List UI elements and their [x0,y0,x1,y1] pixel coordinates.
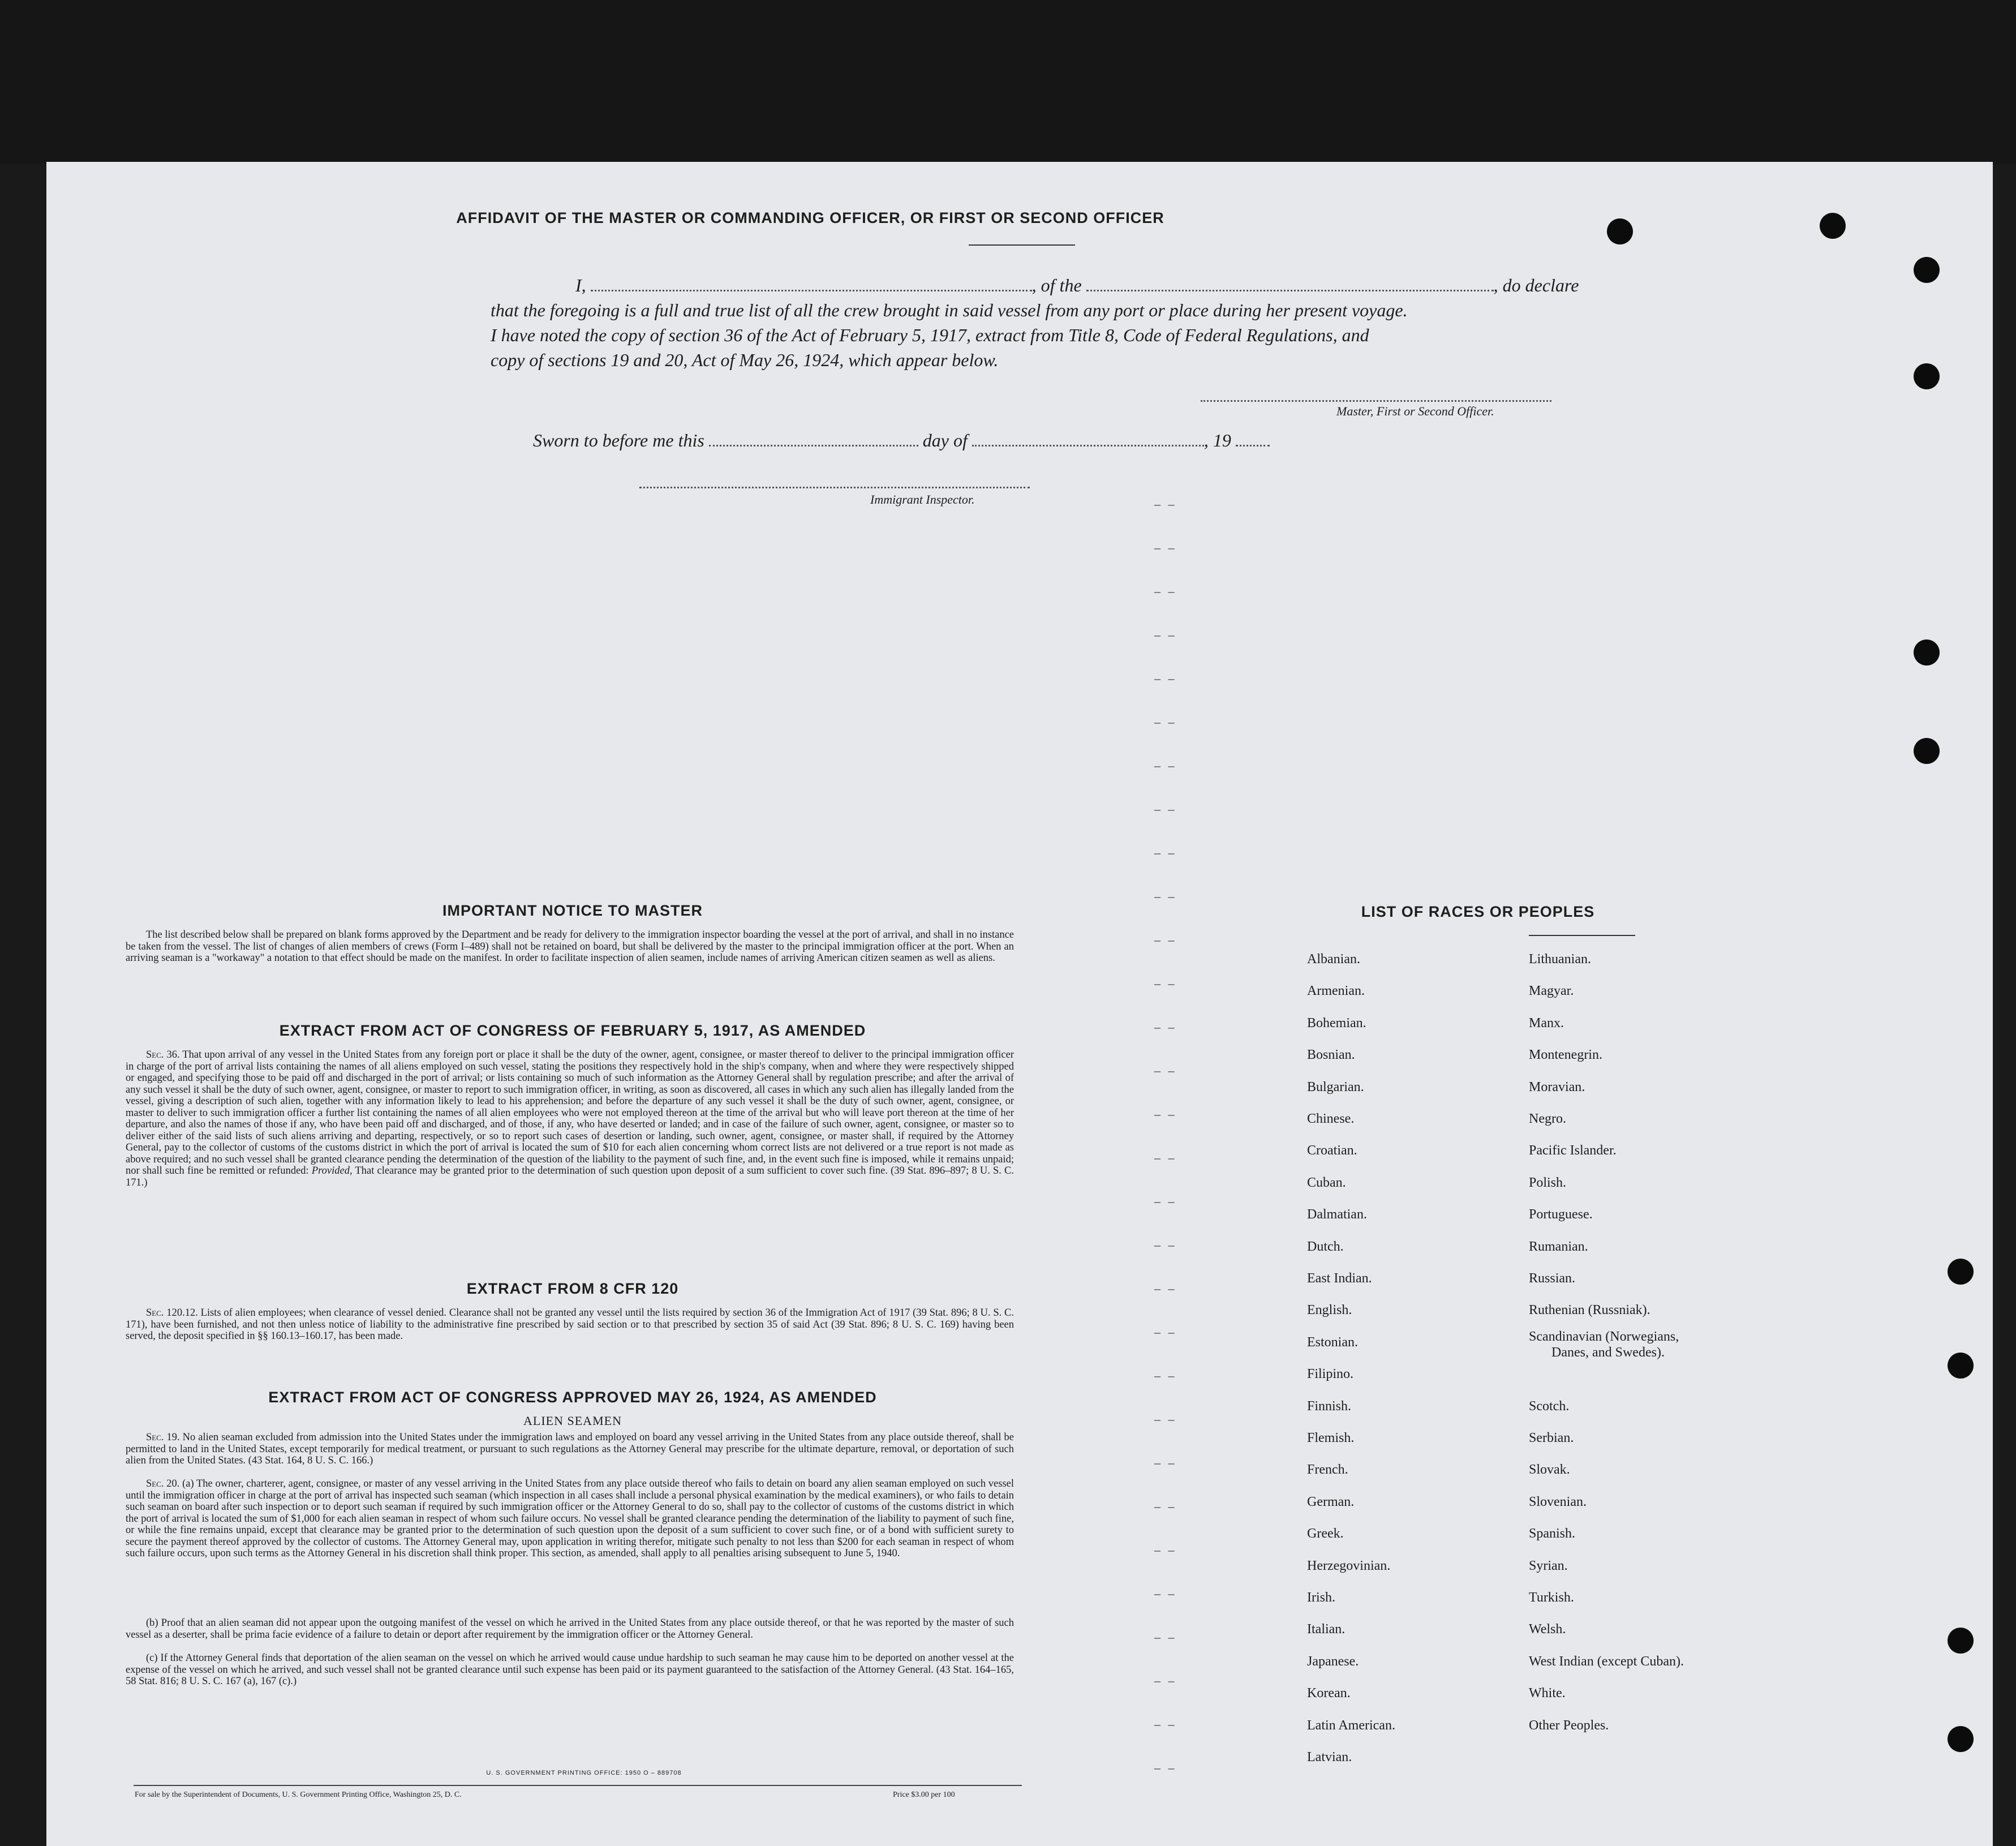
sec-120-body: Lists of alien employees; when clearance of vessel denied. Clearance shall not be granted any vessel until the lists required by section 36 of the Immigration Act of 1917 (39 Stat. 896; 8 U. S. C. 171), have been furnished, and not then unless notice of liability to the administrative fine prescribed by said section or to that prescribed by section 35 of said Act (39 Stat. 896; 8 U. S. C. 169) having been served, the deposit specified in §§ 160.13–160.17, has been made. [126,1307,1015,1342]
race-item: Moravian. [1529,1079,1585,1094]
race-item: Bosnian. [1307,1048,1355,1063]
affidavit-of-the: , of the [1031,275,1082,295]
extract-1917-section-36 [126,1049,1014,1188]
punch-hole [1948,1726,1974,1752]
race-item: Pacific Islander. [1529,1143,1617,1158]
affidavit-text-line-3: I have noted the copy of section 36 of the Act of February 5, 1917, extract from Title 8, Code of Federal Regulations, and [491,325,1369,345]
race-item: White. [1529,1686,1566,1701]
tick-marks: – – – – – – – – – – – – – – – – – – – – – – – – – – – – – – – – – – – – – – – – – – – – – – – – – – – – – – – – – – – – [1154,497,1177,1775]
year-prefix: , 19 [1203,430,1231,450]
punch-hole [1820,213,1846,239]
race-item: Other Peoples. [1529,1718,1609,1733]
race-item: Filipino. [1307,1367,1354,1382]
sec-20a-body: (a) The owner, charterer, agent, consignee, or master of any vessel arriving in the United States from any place outside thereof who fails to detain on board any alien seaman employed on such vessel until the immigration officer in charge at the port of arrival has inspected such seaman (which inspection in all cases shall include a personal physical examination by the medical examiners), or who fails to detain such seaman on board after such inspection or to deport such seaman if required by such immigration officer or the Attorney General to do so, shall pay to the collector of customs of the customs district in which the port of arrival is located the sum of $1,000 for each alien seaman in respect of whom such failure occurs. No vessel shall be granted clearance pending the determination of the liability to payment of such fine, or while the fine remains unpaid, except that clearance may be granted prior to the determination of such question upon the deposit of a sum sufficient to cover such fine, or of a bond with sufficient surety to secure the payment thereof approved by the collector of customs. The Attorney General may, upon application in writing therefor, mitigate such penalty to not less than $200 for each seaman in respect of whom such failure occurs, upon such terms as the Attorney General in his discretion shall think proper. This section, as amended, shall apply to all penalties arising subsequent to June 5, 1940. [126,1478,1014,1559]
affidavit-do-declare: , do declare [1493,275,1579,295]
race-item: Negro. [1529,1111,1566,1126]
race-item: Albanian. [1307,952,1360,967]
punch-hole [1948,1259,1974,1285]
sec-20-label: Sec. 20. [146,1478,180,1489]
notice-body: The list described below shall be prepared on blank forms approved by the Department and be ready for delivery to the immigration inspector boarding the vessel at the port of arrival, and shall in no instance be taken from the vessel. The list of changes of alien members of crews (Form I–489) shall not be retained on board, but shall be delivered by the master to the principal immigration officer at the port. When an arriving seaman is a "workaway" a notation to that effect should be made on the manifest. In order to facilitate inspection of alien seamen, include names of arriving American citizen seamen as well as aliens. [126,929,1014,964]
master-signature-line[interactable] [1201,400,1551,402]
race-item: Rumanian. [1529,1239,1588,1254]
race-item: Lithuanian. [1529,952,1591,967]
notice-title: IMPORTANT NOTICE TO MASTER [442,902,703,919]
name-field[interactable] [591,284,1032,291]
punch-hole [1914,257,1940,283]
race-item: Syrian. [1529,1558,1568,1573]
race-item: Croatian. [1307,1143,1357,1158]
race-item: Scotch. [1529,1398,1570,1414]
provided-word: Provided, [311,1165,353,1177]
race-item: Finnish. [1307,1398,1352,1414]
race-item: Cuban. [1307,1175,1346,1190]
race-item: Irish. [1307,1590,1335,1605]
sec-19-body: No alien seaman excluded from admission into the United States under the immigration laws and employed on board any vessel arriving in the United States from any place outside thereof, shall be permitted to land in the United States, except temporarily for medical treatment, or pursuant to such regulations as the Attorney General may prescribe for the ultimate departure, removal, or deportation of such alien from the United States. (43 Stat. 164, 8 U. S. C. 166.) [126,1432,1015,1466]
race-item: Danes, and Swedes). [1551,1345,1665,1360]
punch-hole [1607,218,1633,244]
inspector-caption: Immigrant Inspector. [870,492,975,506]
sworn-label: Sworn to before me this [533,430,704,450]
vessel-field[interactable] [1086,284,1494,291]
race-item: Montenegrin. [1529,1048,1602,1063]
sec-36-label: Sec. 36. [146,1049,180,1061]
race-item: Serbian. [1529,1431,1574,1445]
sec-36-body-end: That clearance may be granted prior to the determination of such question upon deposit of a sum sufficient to cover such fine. (39 Stat. 896–897; 8 U. S. C. 171.) [126,1165,1015,1188]
race-item: Bulgarian. [1307,1079,1364,1094]
race-item: Chinese. [1307,1111,1355,1126]
race-item: English. [1307,1303,1352,1318]
races-title: LIST OF RACES OR PEOPLES [1361,903,1595,920]
sworn-day-field[interactable] [709,439,918,447]
race-item: Manx. [1529,1015,1564,1031]
race-item: Dalmatian. [1307,1207,1367,1222]
sec-19-label: Sec. 19. [146,1432,180,1443]
footer-price: Price $3.00 per 100 [893,1791,955,1799]
race-item: Scandinavian (Norwegians, [1529,1329,1679,1344]
scan-border [0,0,2016,164]
inspector-signature-line[interactable] [639,487,1030,488]
race-item: Latvian. [1307,1750,1352,1765]
punch-hole [1914,738,1940,764]
race-item: Polish. [1529,1175,1567,1190]
race-item: Japanese. [1307,1654,1359,1669]
day-of-label: day of [922,430,968,450]
race-item: Russian. [1529,1271,1576,1286]
race-item: Slovenian. [1529,1494,1587,1509]
race-item: German. [1307,1494,1355,1509]
race-item: Italian. [1307,1622,1346,1637]
race-item: Turkish. [1529,1590,1574,1605]
master-caption: Master, First or Second Officer. [1336,404,1494,418]
extract-1924-section-20a [126,1478,1014,1560]
race-item: French. [1307,1462,1348,1478]
punch-hole [1914,363,1940,389]
extract-1924-section-20c: (c) If the Attorney General finds that deportation of the alien seaman on the vessel on which he arrived would cause undue hardship to such seaman he may cause him to be deported on another vessel at the expense of the vessel on which he arrived, and such vessel shall not be granted clearance until such expense has been paid or its payment guaranteed to the satisfaction of the Attorney General. (43 Stat. 164–165, 58 Stat. 816; 8 U. S. C. 167 (a), 167 (c).) [126,1652,1014,1687]
affidavit-declare-line [491,273,1605,298]
alien-seamen-subtitle: ALIEN SEAMEN [523,1414,622,1428]
race-item: West Indian (except Cuban). [1529,1654,1684,1669]
race-item: Spanish. [1529,1526,1576,1542]
race-item: Flemish. [1307,1431,1355,1445]
race-item: East Indian. [1307,1271,1372,1286]
race-item: Ruthenian (Russniak). [1529,1303,1650,1318]
race-item: Korean. [1307,1686,1351,1701]
affidavit-text-line-2: that the foregoing is a full and true list of all the crew brought in said vessel from any port or place during her present voyage. [491,300,1408,320]
sworn-year-field[interactable] [1236,439,1270,447]
punch-hole [1948,1628,1974,1654]
race-item: Welsh. [1529,1622,1566,1637]
race-item: Magyar. [1529,984,1574,999]
races-title-rule [1529,935,1635,936]
extract-cfr-title: EXTRACT FROM 8 CFR 120 [466,1280,679,1297]
affidavit-i: I, [575,275,586,295]
footer-rule [134,1785,1022,1786]
race-item: Armenian. [1307,984,1365,999]
manifest-back-sheet [46,162,1993,1846]
race-item: Herzegovinian. [1307,1558,1391,1573]
sworn-month-field[interactable] [972,439,1204,447]
extract-1924-title: EXTRACT FROM ACT OF CONGRESS APPROVED MAY 26, 1924, AS AMENDED [268,1389,877,1406]
race-item: Portuguese. [1529,1207,1593,1222]
race-item: Latin American. [1307,1718,1395,1733]
extract-1924-section-20b: (b) Proof that an alien seaman did not appear upon the outgoing manifest of the vessel on which he arrived in the United States from any place outside thereof, or that he was reported by the master of such vessel as a deserter, shall be prima facie evidence of a failure to detain or deport after requirement by the immigration officer or the Attorney General. [126,1617,1014,1641]
sec-120-label: Sec. 120.12. [146,1307,198,1319]
punch-hole [1914,639,1940,666]
race-item: Slovak. [1529,1462,1570,1478]
affidavit-text-line-4: copy of sections 19 and 20, Act of May 26, 1924, which appear below. [491,350,999,370]
title-rule [969,244,1075,246]
race-item: Greek. [1307,1526,1344,1542]
footer-sale-note: For sale by the Superintendent of Documents, U. S. Government Printing Office, Washington 25, D. C. [135,1791,462,1799]
sworn-line [533,428,1438,453]
race-item: Dutch. [1307,1239,1344,1254]
extract-cfr-section [126,1307,1014,1342]
sec-36-body: That upon arrival of any vessel in the United States from any foreign port or place it shall be the duty of the owner, agent, consignee, or master thereof to deliver to the principal immigration officer in charge of the port of arrival lists containing the names of all aliens employed on such vessel, stating the positions they respectively hold in the ship's company, when and where they were respectively shipped or engaged, and specifying those to be paid off and discharged in the port of arrival; or lists containing so much of such information as the Attorney General shall by regulation prescribe; and after the arrival of any such vessel it shall be the duty of such owner, agent, consignee, or master to report to such immigration officer, in writing, as soon as discovered, all cases in which any such alien has illegally landed from the vessel, giving a description of such alien, together with any information likely to lead to his apprehension; and before the departure of any such vessel it shall be the duty of such owner, agent, consignee, or master to deliver to such immigration officer a further list containing the names of all alien employees who were not employed thereon at the time of the arrival but who will leave port thereon at the time of her departure, and also the names of those if any, who have been paid off and discharged, and of those, if any, who have deserted or landed; and in case of the failure of such owner, agent, consignee, or master so to deliver either of the said lists of such aliens arriving and departing, respectively, or so to report such cases of desertion or landing, such owner, agent, consignee, or master shall, if required by the Attorney General, pay to the collector of customs of the customs district in which the port of arrival is located the sum of $10 for each alien concerning whom correct lists are not delivered or a true report is not made as above required; and no such vessel shall be granted clearance pending the determination of the question of the liability to the payment of such fine, and, in the event such fine is imposed, while it remains unpaid; nor shall such fine be remitted or refunded: [126,1049,1014,1177]
extract-1917-title: EXTRACT FROM ACT OF CONGRESS OF FEBRUARY 5, 1917, AS AMENDED [279,1022,866,1039]
race-item: Bohemian. [1307,1015,1366,1031]
affidavit-title: AFFIDAVIT OF THE MASTER OR COMMANDING OFFICER, OR FIRST OR SECOND OFFICER [456,209,1164,226]
race-item: Estonian. [1307,1334,1358,1350]
punch-hole [1948,1353,1974,1379]
extract-1924-section-19 [126,1432,1014,1467]
gpo-imprint: U. S. GOVERNMENT PRINTING OFFICE: 1950 O – 889708 [486,1770,682,1776]
